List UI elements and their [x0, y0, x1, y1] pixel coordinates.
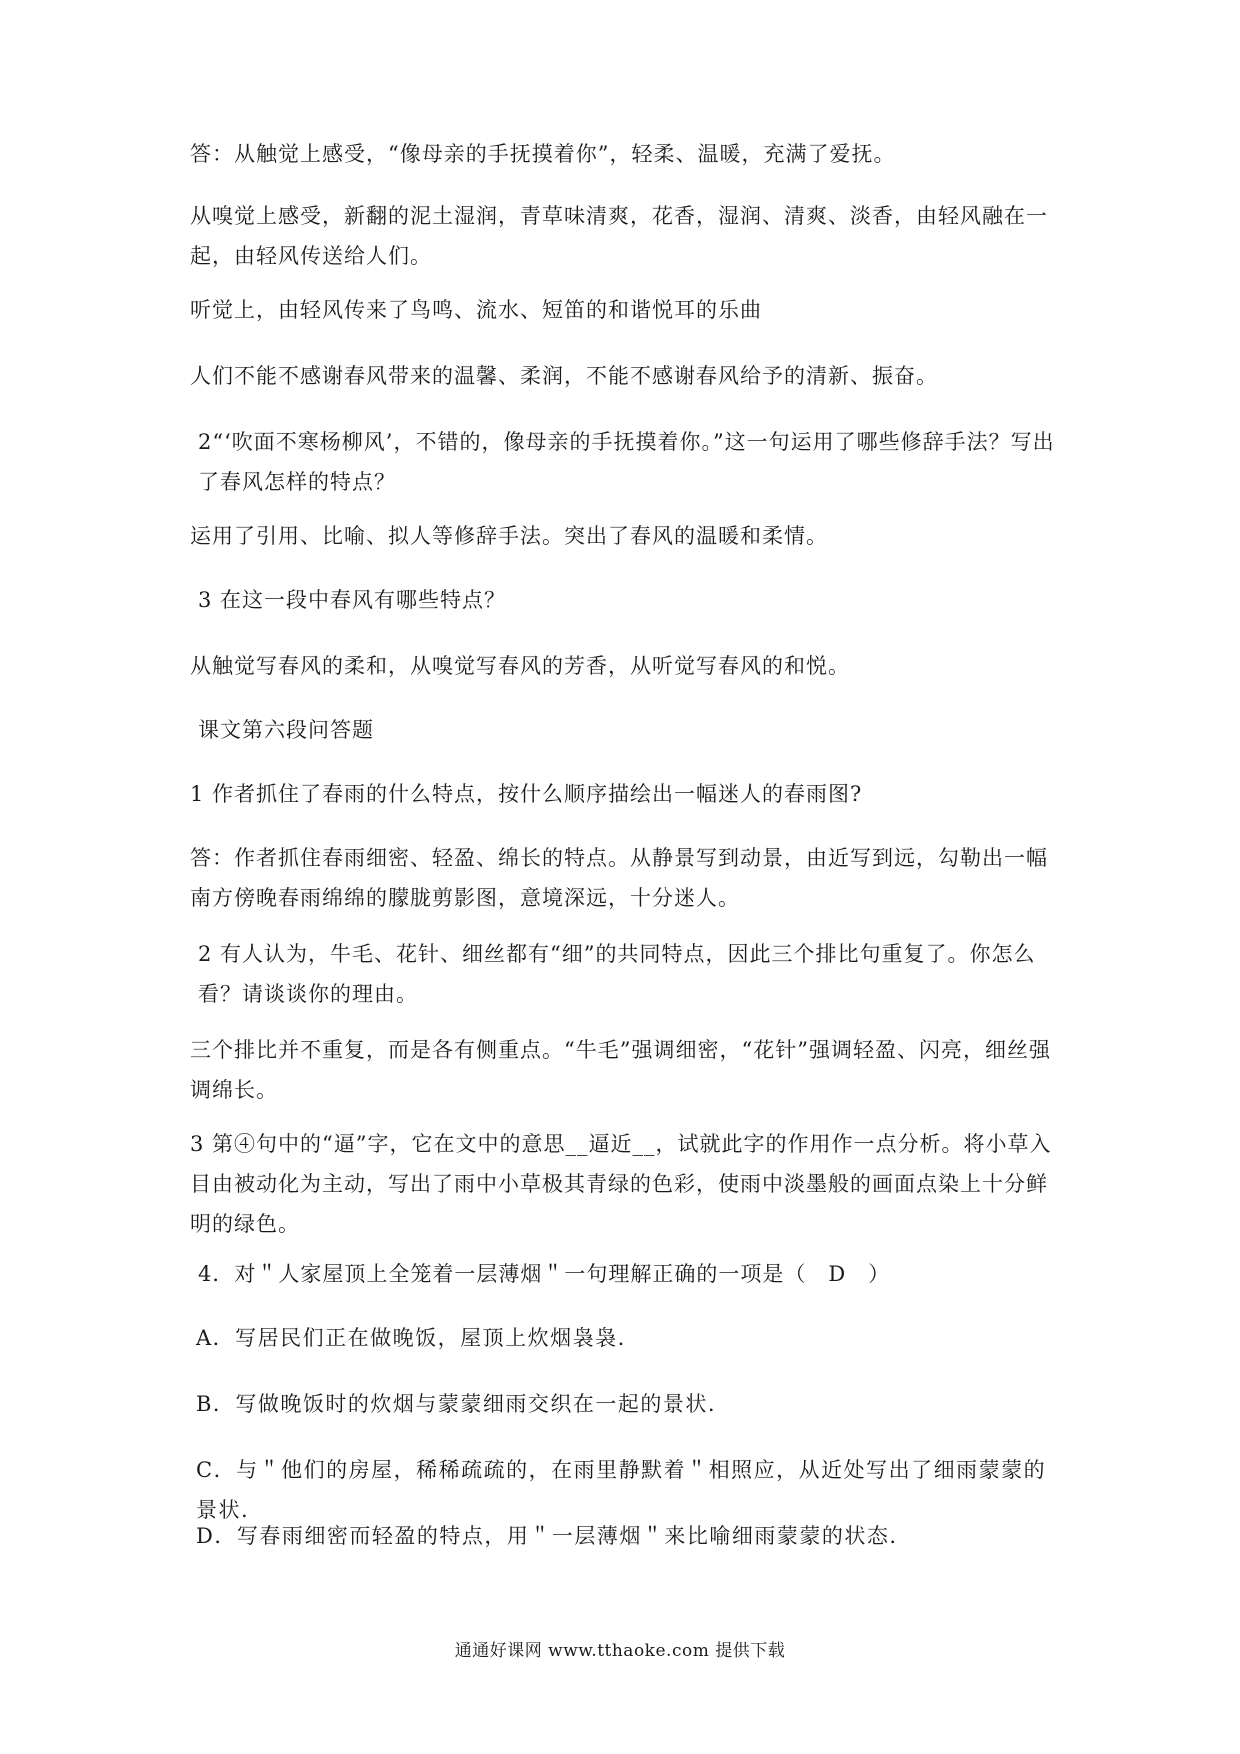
answer-3-features: 从触觉写春风的柔和，从嗅觉写春风的芳香，从听觉写春风的和悦。 — [190, 654, 850, 678]
question-2-rhetoric: 2“‘吹面不寒杨柳风’，不错的，像母亲的手抚摸着你。”这一句运用了哪些修辞手法？写出了春风怎样的特点？ — [198, 430, 1055, 494]
question-1-spring-rain: 1 作者抓住了春雨的什么特点，按什么顺序描绘出一幅迷人的春雨图? — [190, 782, 863, 806]
section-heading-paragraph-six: 课文第六段问答题 — [198, 718, 374, 742]
option-c: C．与＂他们的房屋，稀稀疏疏的，在雨里静默着＂相照应，从近处写出了细雨蒙蒙的景状. — [196, 1458, 1047, 1522]
page-footer: 通通好课网 www.tthaoke.com 提供下载 — [454, 1641, 786, 1661]
answer-paragraph-conclusion: 人们不能不感谢春风带来的温馨、柔润，不能不感谢春风给予的清新、振奋。 — [190, 364, 938, 388]
option-a: A．写居民们正在做晚饭，屋顶上炊烟袅袅. — [196, 1326, 626, 1350]
question-2-parallelism: 2 有人认为，牛毛、花针、细丝都有“细”的共同特点，因此三个排比句重复了。你怎么看？请谈谈你的理由。 — [198, 942, 1036, 1006]
question-3-features: 3 在这一段中春风有哪些特点？ — [198, 588, 507, 612]
option-b: B．写做晚饭时的炊烟与蒙蒙细雨交织在一起的景状. — [196, 1392, 717, 1416]
question-4-multiple-choice: 4．对＂人家屋顶上全笼着一层薄烟＂一句理解正确的一项是（ D ） — [198, 1262, 891, 1286]
answer-1-spring-rain: 答：作者抓住春雨细密、轻盈、绵长的特点。从静景写到动景，由近写到远，勾勒出一幅南方傍晚春雨绵绵的朦胧剪影图，意境深远，十分迷人。 — [190, 846, 1048, 910]
answer-2-rhetoric: 运用了引用、比喻、拟人等修辞手法。突出了春风的温暖和柔情。 — [190, 524, 828, 548]
question-3-bi-character: 3 第④句中的“逼”字，它在文中的意思__逼近__，试就此字的作用作一点分析。将小草入目由被动化为主动，写出了雨中小草极其青绿的色彩，使雨中淡墨般的画面点染上十分鲜明的绿色。 — [190, 1132, 1052, 1236]
answer-paragraph-hearing: 听觉上，由轻风传来了鸟鸣、流水、短笛的和谐悦耳的乐曲 — [190, 298, 762, 322]
answer-paragraph-smell: 从嗅觉上感受，新翻的泥土湿润，青草味清爽，花香，湿润、清爽、淡香，由轻风融在一起，由轻风传送给人们。 — [190, 204, 1048, 268]
answer-paragraph-touch: 答：从触觉上感受，“像母亲的手抚摸着你”，轻柔、温暖，充满了爱抚。 — [190, 142, 896, 166]
answer-2-parallelism: 三个排比并不重复，而是各有侧重点。“牛毛”强调细密，“花针”强调轻盈、闪亮，细丝强调绵长。 — [190, 1038, 1051, 1102]
option-d: D．写春雨细密而轻盈的特点，用＂一层薄烟＂来比喻细雨蒙蒙的状态. — [196, 1524, 898, 1548]
